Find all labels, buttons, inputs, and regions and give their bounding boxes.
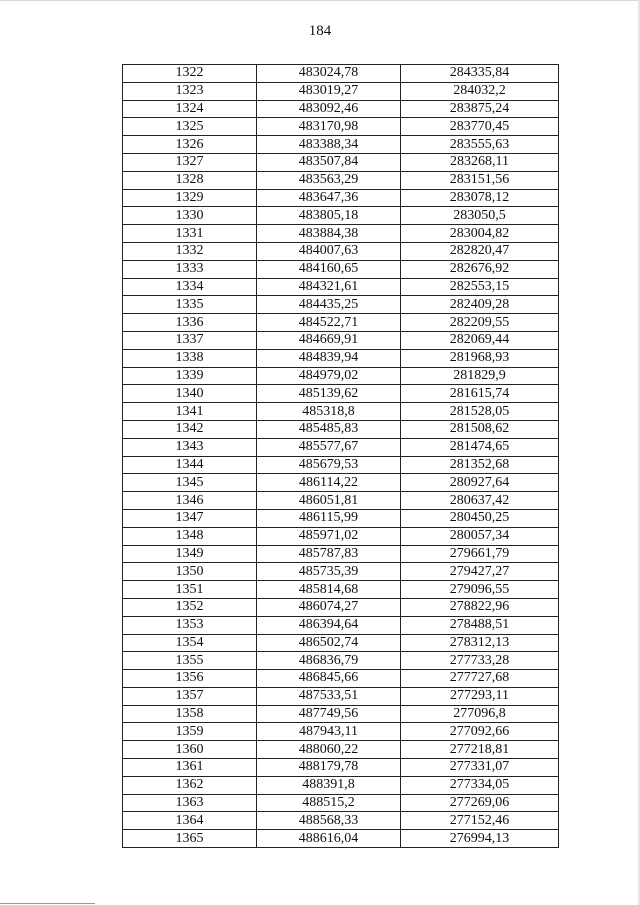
x-coordinate-cell: 484979,02 [257, 367, 401, 385]
coordinates-table [122, 64, 559, 848]
x-coordinate-cell: 488616,04 [257, 830, 401, 848]
point-number-cell: 1345 [123, 474, 257, 492]
x-coordinate-cell: 485679,53 [257, 456, 401, 474]
y-coordinate-cell: 283078,12 [401, 189, 559, 207]
point-number-cell: 1338 [123, 349, 257, 367]
point-number-cell: 1329 [123, 189, 257, 207]
point-number-cell: 1349 [123, 545, 257, 563]
x-coordinate-cell: 485577,67 [257, 438, 401, 456]
table-row [123, 278, 559, 296]
point-number-cell: 1331 [123, 225, 257, 243]
x-coordinate-cell: 487943,11 [257, 723, 401, 741]
y-coordinate-cell: 280927,64 [401, 474, 559, 492]
y-coordinate-cell: 282209,55 [401, 314, 559, 332]
point-number-cell: 1339 [123, 367, 257, 385]
point-number-cell: 1348 [123, 527, 257, 545]
table-row [123, 260, 559, 278]
y-coordinate-cell: 280637,42 [401, 492, 559, 510]
x-coordinate-cell: 487749,56 [257, 705, 401, 723]
y-coordinate-cell: 280057,34 [401, 527, 559, 545]
point-number-cell: 1334 [123, 278, 257, 296]
x-coordinate-cell: 484839,94 [257, 349, 401, 367]
table-row [123, 189, 559, 207]
table-row [123, 634, 559, 652]
table-row [123, 616, 559, 634]
point-number-cell: 1335 [123, 296, 257, 314]
table-row [123, 242, 559, 260]
point-number-cell: 1350 [123, 563, 257, 581]
y-coordinate-cell: 283770,45 [401, 118, 559, 136]
point-number-cell: 1352 [123, 598, 257, 616]
y-coordinate-cell: 283875,24 [401, 100, 559, 118]
table-row [123, 207, 559, 225]
x-coordinate-cell: 484522,71 [257, 314, 401, 332]
table-row [123, 527, 559, 545]
y-coordinate-cell: 283004,82 [401, 225, 559, 243]
x-coordinate-cell: 483884,38 [257, 225, 401, 243]
x-coordinate-cell: 484669,91 [257, 331, 401, 349]
y-coordinate-cell: 277218,81 [401, 741, 559, 759]
table-row [123, 118, 559, 136]
x-coordinate-cell: 483092,46 [257, 100, 401, 118]
point-number-cell: 1355 [123, 652, 257, 670]
point-number-cell: 1359 [123, 723, 257, 741]
table-row [123, 153, 559, 171]
point-number-cell: 1332 [123, 242, 257, 260]
y-coordinate-cell: 283268,11 [401, 153, 559, 171]
y-coordinate-cell: 277334,05 [401, 776, 559, 794]
point-number-cell: 1365 [123, 830, 257, 848]
y-coordinate-cell: 283555,63 [401, 136, 559, 154]
page-number: 184 [308, 23, 332, 39]
x-coordinate-cell: 484007,63 [257, 242, 401, 260]
table-row [123, 705, 559, 723]
y-coordinate-cell: 284032,2 [401, 82, 559, 100]
point-number-cell: 1363 [123, 794, 257, 812]
y-coordinate-cell: 282409,28 [401, 296, 559, 314]
table-row [123, 509, 559, 527]
point-number-cell: 1340 [123, 385, 257, 403]
y-coordinate-cell: 281352,68 [401, 456, 559, 474]
coordinates-table-body [123, 65, 559, 848]
y-coordinate-cell: 281829,9 [401, 367, 559, 385]
table-row [123, 563, 559, 581]
y-coordinate-cell: 277293,11 [401, 687, 559, 705]
point-number-cell: 1354 [123, 634, 257, 652]
y-coordinate-cell: 277092,66 [401, 723, 559, 741]
table-row [123, 474, 559, 492]
point-number-cell: 1362 [123, 776, 257, 794]
y-coordinate-cell: 281528,05 [401, 403, 559, 421]
y-coordinate-cell: 277152,46 [401, 812, 559, 830]
y-coordinate-cell: 279427,27 [401, 563, 559, 581]
x-coordinate-cell: 486115,99 [257, 509, 401, 527]
table-row [123, 420, 559, 438]
x-coordinate-cell: 483647,36 [257, 189, 401, 207]
x-coordinate-cell: 488515,2 [257, 794, 401, 812]
y-coordinate-cell: 283050,5 [401, 207, 559, 225]
x-coordinate-cell: 486845,66 [257, 670, 401, 688]
point-number-cell: 1351 [123, 581, 257, 599]
table-row [123, 100, 559, 118]
table-row [123, 349, 559, 367]
y-coordinate-cell: 279661,79 [401, 545, 559, 563]
x-coordinate-cell: 486074,27 [257, 598, 401, 616]
y-coordinate-cell: 276994,13 [401, 830, 559, 848]
table-row [123, 652, 559, 670]
table-row [123, 456, 559, 474]
table-row [123, 296, 559, 314]
y-coordinate-cell: 278312,13 [401, 634, 559, 652]
table-row [123, 331, 559, 349]
table-row [123, 136, 559, 154]
x-coordinate-cell: 486394,64 [257, 616, 401, 634]
table-row [123, 687, 559, 705]
point-number-cell: 1341 [123, 403, 257, 421]
x-coordinate-cell: 486836,79 [257, 652, 401, 670]
x-coordinate-cell: 484435,25 [257, 296, 401, 314]
point-number-cell: 1323 [123, 82, 257, 100]
x-coordinate-cell: 484160,65 [257, 260, 401, 278]
table-row [123, 581, 559, 599]
table-row [123, 492, 559, 510]
y-coordinate-cell: 283151,56 [401, 171, 559, 189]
point-number-cell: 1342 [123, 420, 257, 438]
y-coordinate-cell: 281968,93 [401, 349, 559, 367]
table-row [123, 759, 559, 777]
x-coordinate-cell: 485971,02 [257, 527, 401, 545]
point-number-cell: 1353 [123, 616, 257, 634]
x-coordinate-cell: 483388,34 [257, 136, 401, 154]
table-row [123, 723, 559, 741]
point-number-cell: 1330 [123, 207, 257, 225]
x-coordinate-cell: 488391,8 [257, 776, 401, 794]
point-number-cell: 1326 [123, 136, 257, 154]
y-coordinate-cell: 277727,68 [401, 670, 559, 688]
table-row [123, 82, 559, 100]
y-coordinate-cell: 278822,96 [401, 598, 559, 616]
x-coordinate-cell: 484321,61 [257, 278, 401, 296]
x-coordinate-cell: 483019,27 [257, 82, 401, 100]
x-coordinate-cell: 487533,51 [257, 687, 401, 705]
table-row [123, 438, 559, 456]
point-number-cell: 1324 [123, 100, 257, 118]
x-coordinate-cell: 483563,29 [257, 171, 401, 189]
scan-edge-top [0, 0, 640, 1]
point-number-cell: 1337 [123, 331, 257, 349]
point-number-cell: 1346 [123, 492, 257, 510]
y-coordinate-cell: 277331,07 [401, 759, 559, 777]
table-row [123, 598, 559, 616]
point-number-cell: 1358 [123, 705, 257, 723]
table-row [123, 385, 559, 403]
table-row [123, 403, 559, 421]
y-coordinate-cell: 282820,47 [401, 242, 559, 260]
point-number-cell: 1327 [123, 153, 257, 171]
point-number-cell: 1347 [123, 509, 257, 527]
point-number-cell: 1357 [123, 687, 257, 705]
y-coordinate-cell: 284335,84 [401, 65, 559, 83]
point-number-cell: 1344 [123, 456, 257, 474]
table-row [123, 776, 559, 794]
y-coordinate-cell: 277269,06 [401, 794, 559, 812]
x-coordinate-cell: 485139,62 [257, 385, 401, 403]
y-coordinate-cell: 282676,92 [401, 260, 559, 278]
point-number-cell: 1325 [123, 118, 257, 136]
point-number-cell: 1333 [123, 260, 257, 278]
x-coordinate-cell: 483805,18 [257, 207, 401, 225]
table-row [123, 225, 559, 243]
table-row [123, 171, 559, 189]
y-coordinate-cell: 281508,62 [401, 420, 559, 438]
y-coordinate-cell: 277733,28 [401, 652, 559, 670]
x-coordinate-cell: 483024,78 [257, 65, 401, 83]
table-row [123, 65, 559, 83]
table-row [123, 794, 559, 812]
point-number-cell: 1336 [123, 314, 257, 332]
point-number-cell: 1364 [123, 812, 257, 830]
point-number-cell: 1343 [123, 438, 257, 456]
point-number-cell: 1328 [123, 171, 257, 189]
table-row [123, 741, 559, 759]
x-coordinate-cell: 483507,84 [257, 153, 401, 171]
table-row [123, 670, 559, 688]
y-coordinate-cell: 281615,74 [401, 385, 559, 403]
point-number-cell: 1360 [123, 741, 257, 759]
y-coordinate-cell: 282553,15 [401, 278, 559, 296]
x-coordinate-cell: 485735,39 [257, 563, 401, 581]
table-row [123, 367, 559, 385]
x-coordinate-cell: 486051,81 [257, 492, 401, 510]
y-coordinate-cell: 279096,55 [401, 581, 559, 599]
x-coordinate-cell: 486114,22 [257, 474, 401, 492]
table-row [123, 314, 559, 332]
point-number-cell: 1361 [123, 759, 257, 777]
x-coordinate-cell: 485318,8 [257, 403, 401, 421]
x-coordinate-cell: 485485,83 [257, 420, 401, 438]
y-coordinate-cell: 282069,44 [401, 331, 559, 349]
table-row [123, 545, 559, 563]
y-coordinate-cell: 278488,51 [401, 616, 559, 634]
y-coordinate-cell: 277096,8 [401, 705, 559, 723]
x-coordinate-cell: 485814,68 [257, 581, 401, 599]
x-coordinate-cell: 488060,22 [257, 741, 401, 759]
point-number-cell: 1356 [123, 670, 257, 688]
table-row [123, 812, 559, 830]
x-coordinate-cell: 486502,74 [257, 634, 401, 652]
x-coordinate-cell: 483170,98 [257, 118, 401, 136]
table-row [123, 830, 559, 848]
x-coordinate-cell: 488568,33 [257, 812, 401, 830]
footnote-rule [0, 903, 95, 904]
point-number-cell: 1322 [123, 65, 257, 83]
x-coordinate-cell: 488179,78 [257, 759, 401, 777]
x-coordinate-cell: 485787,83 [257, 545, 401, 563]
y-coordinate-cell: 281474,65 [401, 438, 559, 456]
y-coordinate-cell: 280450,25 [401, 509, 559, 527]
